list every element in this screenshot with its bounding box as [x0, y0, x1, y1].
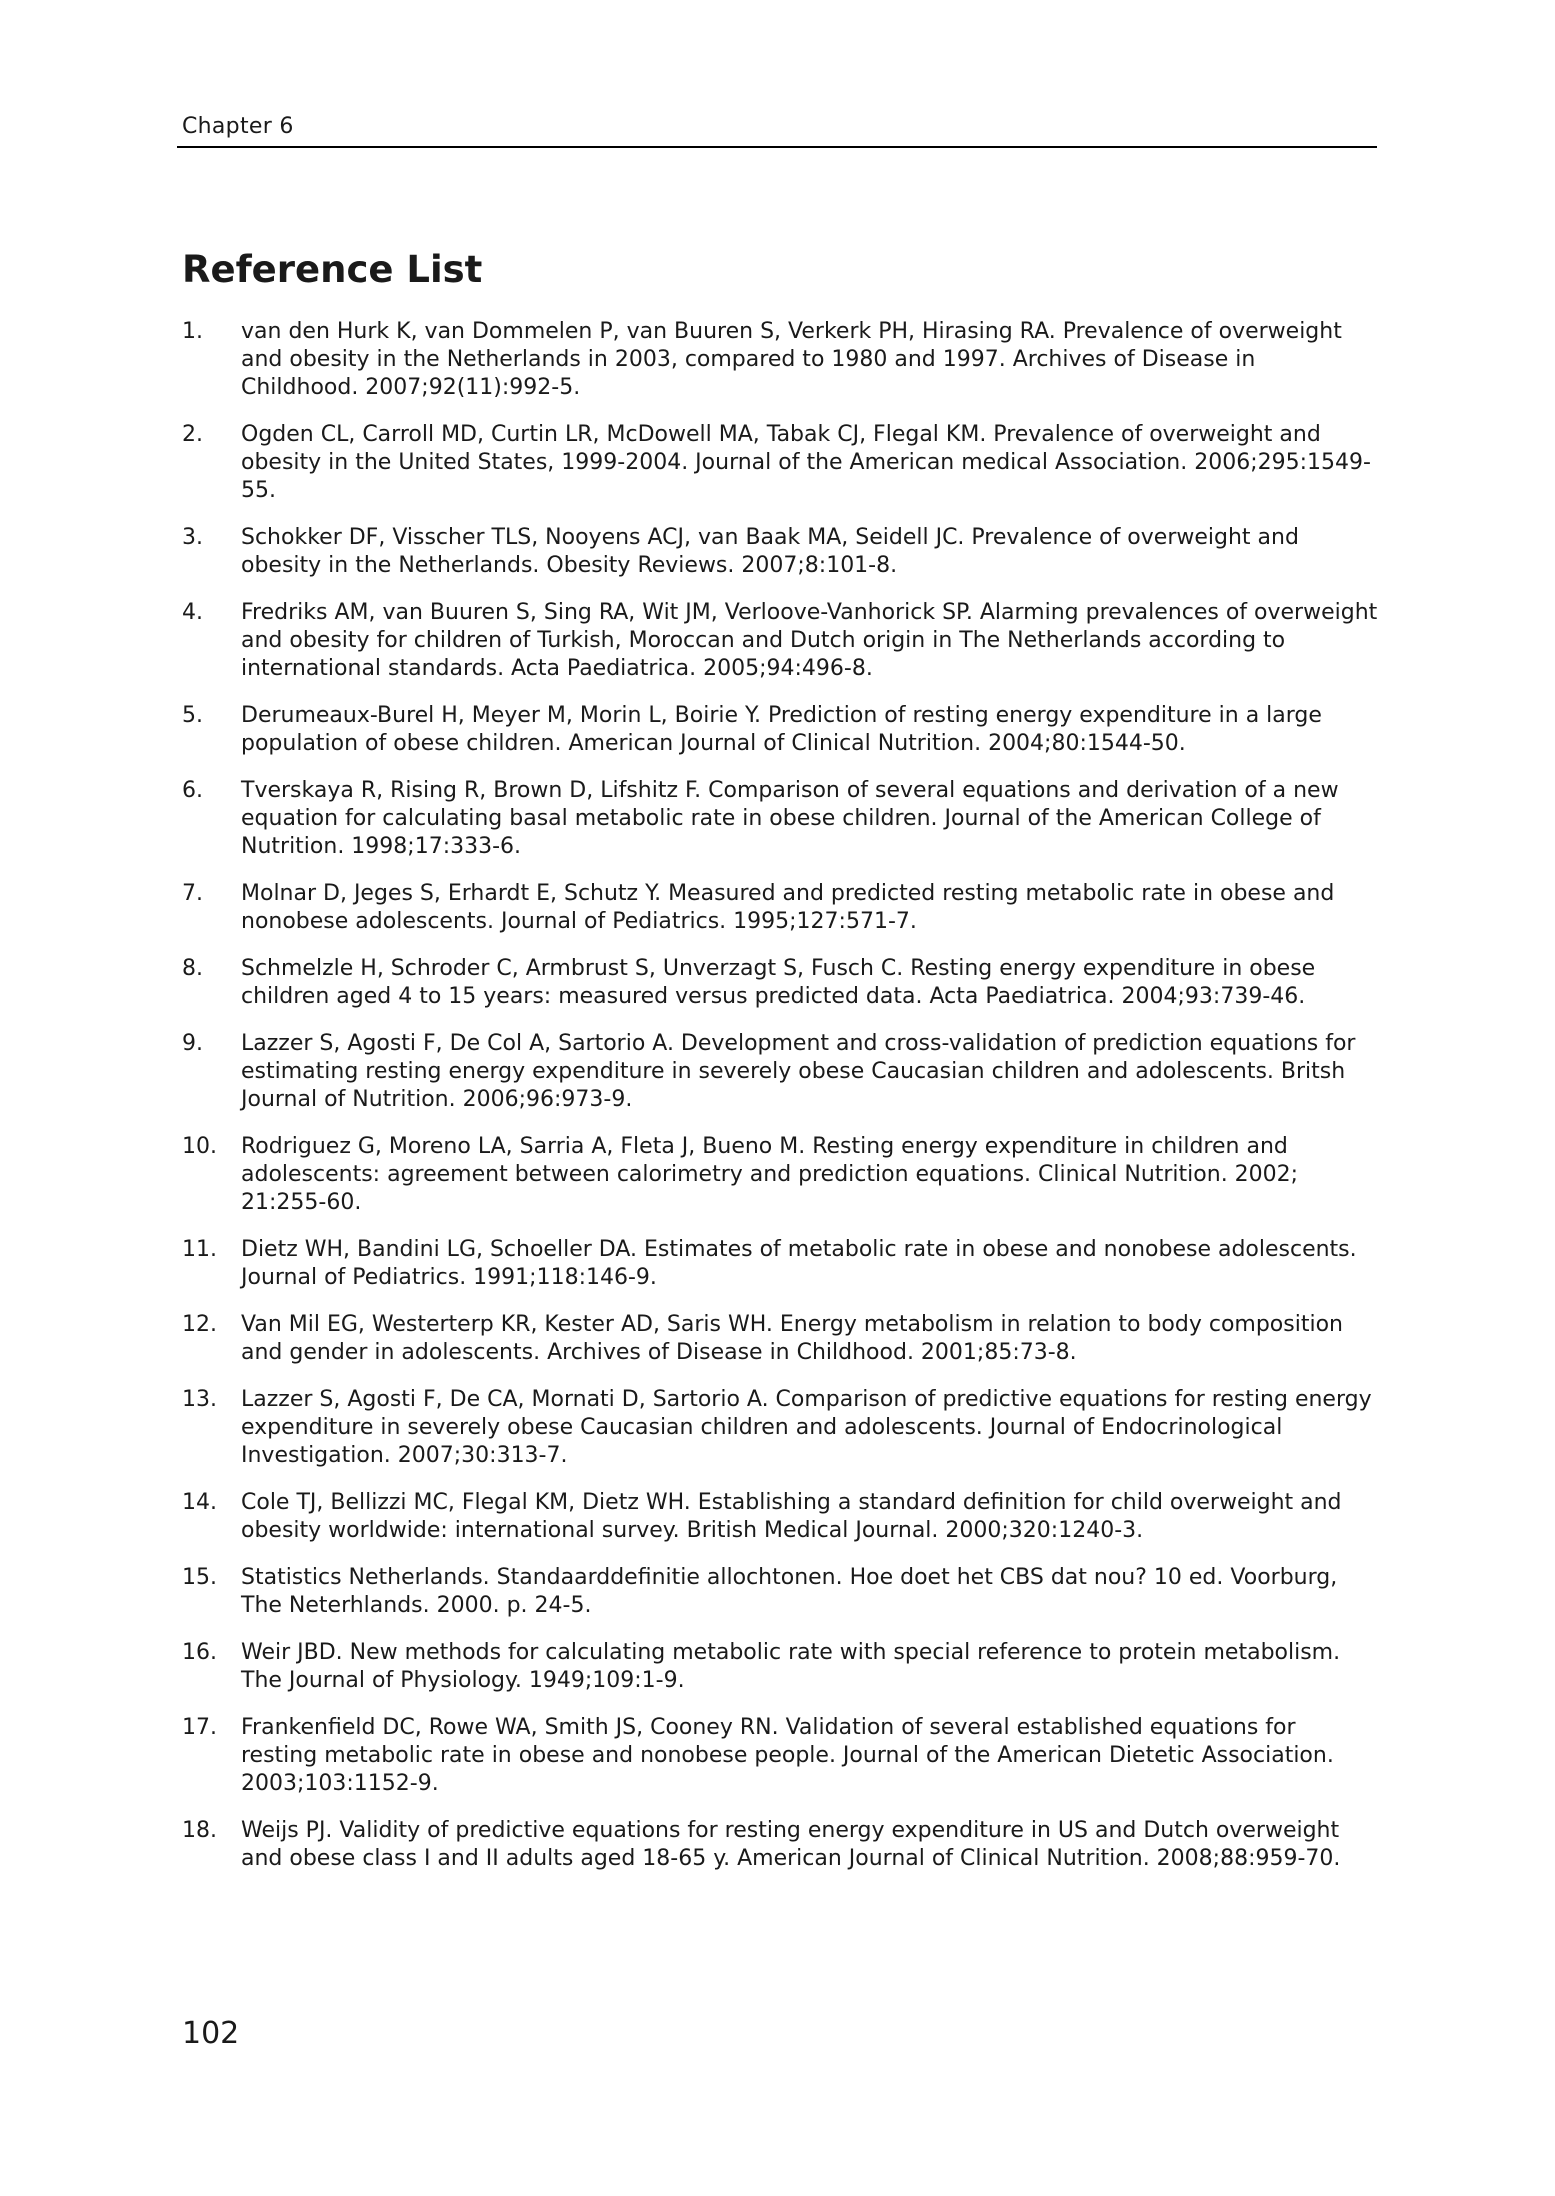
reference-item — [182, 955, 1378, 1011]
reference-text: Weijs PJ. Validity of predictive equations for resting energy expenditure in US and Dutch overweight and obese class I and II adults aged 18-65 y. American Journal of Clinical Nutrition. 2008;88:959-70. — [241, 1818, 1341, 1871]
reference-item — [182, 1489, 1378, 1545]
running-header: Chapter 6 — [182, 114, 294, 139]
reference-item — [182, 1817, 1378, 1873]
reference-text: Dietz WH, Bandini LG, Schoeller DA. Estimates of metabolic rate in obese and nonobese adolescents. Journal of Pediatrics. 1991;118:146-9. — [241, 1237, 1357, 1290]
reference-text: Derumeaux-Burel H, Meyer M, Morin L, Boirie Y. Prediction of resting energy expenditure in a large population of obese children. American Journal of Clinical Nutrition. 2004;80:1544-50. — [241, 703, 1322, 756]
reference-number: 15. — [182, 1565, 217, 1590]
reference-text: Rodriguez G, Moreno LA, Sarria A, Fleta J, Bueno M. Resting energy expenditure in children and adolescents: agreement between calorimetry and prediction equations. Clinical Nutrition. 2002; 21:255-60. — [241, 1134, 1299, 1215]
reference-item — [182, 1564, 1378, 1620]
reference-item — [182, 318, 1378, 402]
reference-number: 14. — [182, 1490, 217, 1515]
reference-text: Cole TJ, Bellizzi MC, Flegal KM, Dietz WH. Establishing a standard definition for child overweight and obesity worldwide: international survey. British Medical Journal. 2000;320:1240-3. — [241, 1490, 1342, 1543]
reference-item — [182, 1386, 1378, 1470]
reference-item — [182, 1639, 1378, 1695]
reference-text: van den Hurk K, van Dommelen P, van Buuren S, Verkerk PH, Hirasing RA. Prevalence of overweight and obesity in the Netherlands in 2003, compared to 1980 and 1997. Archives of Disease in Childhood. 2007;92(11):992-5. — [241, 319, 1342, 400]
reference-list — [182, 318, 1378, 1892]
reference-number: 13. — [182, 1387, 217, 1412]
reference-number: 2. — [182, 422, 203, 447]
reference-item — [182, 524, 1378, 580]
reference-item — [182, 421, 1378, 505]
reference-number: 3. — [182, 525, 203, 550]
reference-text: Van Mil EG, Westerterp KR, Kester AD, Saris WH. Energy metabolism in relation to body composition and gender in adolescents. Archives of Disease in Childhood. 2001;85:73-8. — [241, 1312, 1343, 1365]
reference-number: 9. — [182, 1031, 203, 1056]
page-title: Reference List — [182, 248, 483, 291]
reference-text: Lazzer S, Agosti F, De CA, Mornati D, Sartorio A. Comparison of predictive equations for resting energy expenditure in severely obese Caucasian children and adolescents. Journal of Endocrinological Investigation. 2007;30:313-7. — [241, 1387, 1372, 1468]
reference-item — [182, 1133, 1378, 1217]
reference-item — [182, 702, 1378, 758]
reference-text: Tverskaya R, Rising R, Brown D, Lifshitz F. Comparison of several equations and derivation of a new equation for calculating basal metabolic rate in obese children. Journal of the American College of Nutrition. 1998;17:333-6. — [241, 778, 1339, 859]
reference-text: Frankenfield DC, Rowe WA, Smith JS, Cooney RN. Validation of several established equations for resting metabolic rate in obese and nonobese people. Journal of the American Dietetic Association. 2003;103:1152-9. — [241, 1715, 1334, 1796]
reference-number: 4. — [182, 600, 203, 625]
reference-number: 12. — [182, 1312, 217, 1337]
reference-number: 6. — [182, 778, 203, 803]
page-number: 102 — [182, 2016, 240, 2051]
reference-number: 18. — [182, 1818, 217, 1843]
header-rule — [177, 146, 1377, 148]
reference-item — [182, 1311, 1378, 1367]
reference-number: 11. — [182, 1237, 217, 1262]
reference-number: 7. — [182, 881, 203, 906]
reference-item — [182, 777, 1378, 861]
reference-text: Molnar D, Jeges S, Erhardt E, Schutz Y. Measured and predicted resting metabolic rate in obese and nonobese adolescents. Journal of Pediatrics. 1995;127:571-7. — [241, 881, 1335, 934]
reference-text: Lazzer S, Agosti F, De Col A, Sartorio A. Development and cross-validation of prediction equations for estimating resting energy expenditure in severely obese Caucasian children and adolescents. Britsh Journal of Nutrition. 2006;96:973-9. — [241, 1031, 1356, 1112]
reference-text: Schmelzle H, Schroder C, Armbrust S, Unverzagt S, Fusch C. Resting energy expenditure in obese children aged 4 to 15 years: measured versus predicted data. Acta Paediatrica. 2004;93:739-46. — [241, 956, 1316, 1009]
reference-text: Fredriks AM, van Buuren S, Sing RA, Wit JM, Verloove-Vanhorick SP. Alarming prevalences of overweight and obesity for children of Turkish, Moroccan and Dutch origin in The Netherlands according to international standards. Acta Paediatrica. 2005;94:496-8. — [241, 600, 1378, 681]
reference-number: 1. — [182, 319, 203, 344]
reference-number: 5. — [182, 703, 203, 728]
reference-number: 17. — [182, 1715, 217, 1740]
reference-number: 16. — [182, 1640, 217, 1665]
reference-text: Schokker DF, Visscher TLS, Nooyens ACJ, van Baak MA, Seidell JC. Prevalence of overweight and obesity in the Netherlands. Obesity Reviews. 2007;8:101-8. — [241, 525, 1299, 578]
reference-item — [182, 1236, 1378, 1292]
reference-item — [182, 880, 1378, 936]
reference-text: Weir JBD. New methods for calculating metabolic rate with special reference to protein metabolism. The Journal of Physiology. 1949;109:1-9. — [241, 1640, 1341, 1693]
reference-number: 10. — [182, 1134, 217, 1159]
reference-item — [182, 1030, 1378, 1114]
reference-item — [182, 1714, 1378, 1798]
reference-number: 8. — [182, 956, 203, 981]
reference-item — [182, 599, 1378, 683]
reference-text: Ogden CL, Carroll MD, Curtin LR, McDowell MA, Tabak CJ, Flegal KM. Prevalence of overweight and obesity in the United States, 1999-2004. Journal of the American medical Association. 2006;295:1549-55. — [241, 422, 1371, 503]
reference-text: Statistics Netherlands. Standaarddefinitie allochtonen. Hoe doet het CBS dat nou? 10 ed. Voorburg, The Neterhlands. 2000. p. 24-5. — [241, 1565, 1338, 1618]
